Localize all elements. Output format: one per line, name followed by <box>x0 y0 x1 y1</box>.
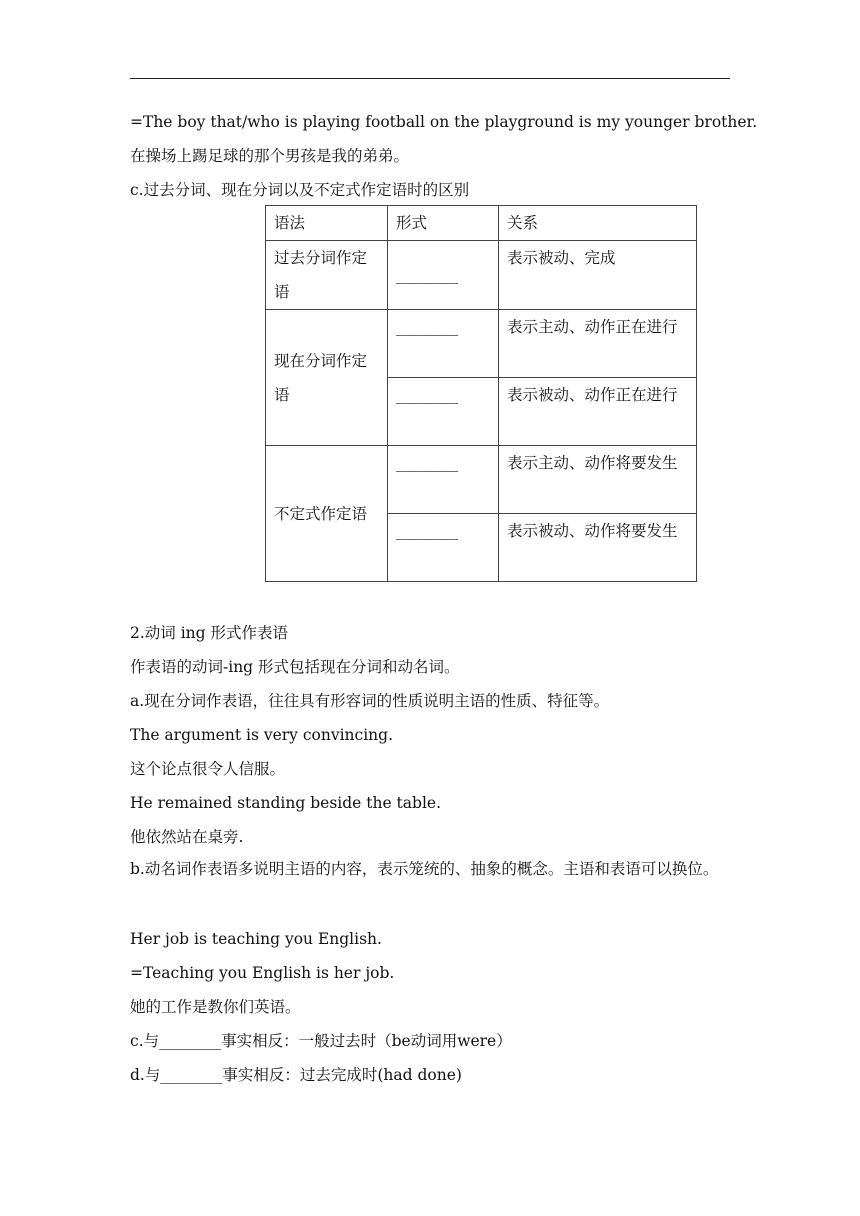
label-past-participle: 过去分词作定语 <box>266 241 388 310</box>
point-c <box>130 1031 735 1051</box>
point-c-prefix: c.与 <box>130 1032 160 1050</box>
example-3-en: Her job is teaching you English. <box>130 930 382 948</box>
example-sentence-cn: 在操场上踢足球的那个男孩是我的弟弟。 <box>130 147 410 165</box>
blank-present-participle-form-1[interactable]: ________ <box>388 310 499 378</box>
header-form: 形式 <box>388 206 499 241</box>
table-row-past-participle <box>266 241 697 310</box>
table-row-present-participle-1 <box>266 310 697 378</box>
point-a: a.现在分词作表语，往往具有形容词的性质说明主语的性质、特征等。 <box>130 692 610 710</box>
header-rule <box>130 78 730 79</box>
label-infinitive: 不定式作定语 <box>266 446 388 582</box>
relation-past-participle: 表示被动、完成 <box>499 241 697 310</box>
section-2-heading: 2.动词 ing 形式作表语 <box>130 624 289 642</box>
point-d-prefix: d.与 <box>130 1066 161 1084</box>
example-1-cn: 这个论点很令人信服。 <box>130 760 286 778</box>
header-relation: 关系 <box>499 206 697 241</box>
point-d-suffix: 事实相反：过去完成时(had done) <box>222 1066 462 1084</box>
section-2-intro: 作表语的动词-ing 形式包括现在分词和动名词。 <box>130 658 460 676</box>
table-row-infinitive-1 <box>266 446 697 514</box>
example-2-en: He remained standing beside the table. <box>130 794 442 812</box>
point-b: b.动名词作表语多说明主语的内容，表示笼统的、抽象的概念。主语和表语可以换位。 <box>130 860 719 878</box>
point-d <box>130 1065 735 1085</box>
blank-infinitive-form-1[interactable]: ________ <box>388 446 499 514</box>
header-grammar: 语法 <box>266 206 388 241</box>
example-1-en: The argument is very convincing. <box>130 726 394 744</box>
label-present-participle: 现在分词作定语 <box>266 310 388 446</box>
relation-infinitive-2: 表示被动、动作将要发生 <box>499 514 697 582</box>
blank-present-participle-form-2[interactable]: ________ <box>388 378 499 446</box>
point-c-blank[interactable]: ________ <box>159 1032 222 1050</box>
blank-infinitive-form-2[interactable]: ________ <box>388 514 499 582</box>
example-3-cn: 她的工作是教你们英语。 <box>130 998 301 1016</box>
relation-present-participle-1: 表示主动、动作正在进行 <box>499 310 697 378</box>
grammar-comparison-table <box>265 205 697 582</box>
example-2-cn: 他依然站在桌旁. <box>130 828 244 846</box>
relation-infinitive-1: 表示主动、动作将要发生 <box>499 446 697 514</box>
point-d-blank[interactable]: ________ <box>160 1066 223 1084</box>
example-3-en-swapped: =Teaching you English is her job. <box>130 964 395 982</box>
relation-present-participle-2: 表示被动、动作正在进行 <box>499 378 697 446</box>
point-c-suffix: 事实相反：一般过去时（be动词用were） <box>221 1032 512 1050</box>
blank-past-participle-form[interactable]: ________ <box>388 241 499 310</box>
table-header-row <box>266 206 697 241</box>
example-sentence-en: =The boy that/who is playing football on the playground is my younger brother. <box>130 113 758 131</box>
section-heading-c: c.过去分词、现在分词以及不定式作定语时的区别 <box>130 181 470 199</box>
